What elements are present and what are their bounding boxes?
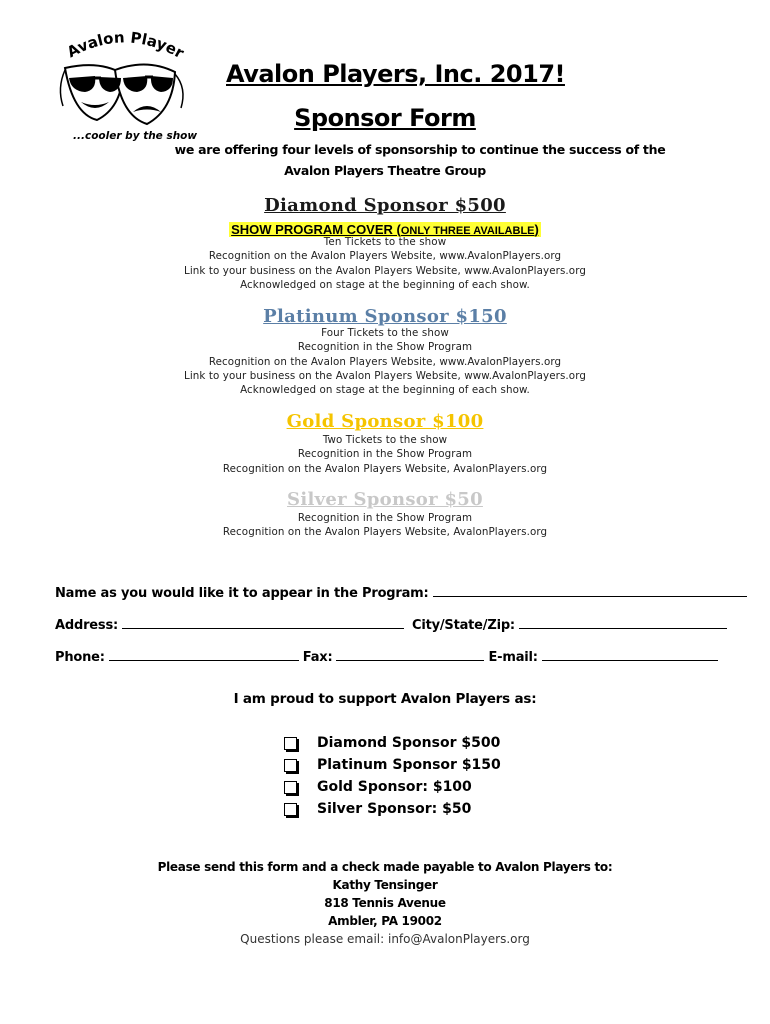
checklist-item-silver[interactable]	[284, 798, 501, 820]
contact-field-row	[55, 648, 722, 665]
highlight-main: SHOW PROGRAM COVER (	[231, 222, 401, 237]
checklist-item-gold[interactable]	[284, 776, 501, 798]
phone-input-line[interactable]	[109, 648, 299, 661]
checkbox-icon[interactable]	[284, 803, 297, 816]
checkbox-icon[interactable]	[284, 737, 297, 750]
mailing-line-4: Ambler, PA 19002	[328, 914, 442, 928]
name-field-row	[55, 584, 751, 601]
logo-name: Avalon Player	[63, 28, 187, 63]
benefit-line: Recognition in the Show Program	[297, 512, 473, 524]
page-title: Avalon Players, Inc. 2017!	[226, 60, 565, 88]
checklist-label: Diamond Sponsor $500	[317, 735, 501, 751]
fax-label: Fax:	[302, 650, 333, 665]
fax-input-line[interactable]	[336, 648, 484, 661]
tier-benefits-diamond	[0, 235, 770, 292]
benefit-line: Recognition in the Show Program	[297, 341, 473, 354]
tier-heading-silver: Silver Sponsor $50	[287, 489, 483, 510]
benefit-line: Acknowledged on stage at the beginning of each show.	[240, 384, 530, 397]
tier-heading-diamond: Diamond Sponsor $500	[264, 195, 506, 216]
benefit-line: Recognition in the Show Program	[297, 448, 473, 461]
intro-line-2: Avalon Players Theatre Group	[284, 163, 486, 178]
name-input-line[interactable]	[433, 584, 747, 597]
name-label: Name as you would like it to appear in the Program:	[55, 586, 429, 601]
benefit-line: Recognition on the Avalon Players Website, AvalonPlayers.org	[222, 462, 548, 475]
sponsor-checklist	[284, 732, 501, 820]
address-label: Address:	[55, 618, 118, 633]
city-input-line[interactable]	[519, 616, 727, 629]
phone-label: Phone:	[55, 650, 105, 665]
checklist-label: Platinum Sponsor $150	[317, 757, 501, 773]
checklist-item-diamond[interactable]	[284, 732, 501, 754]
question-line: Questions please email: info@AvalonPlayers.org	[240, 932, 530, 946]
benefit-line: Recognition on the Avalon Players Website, www.AvalonPlayers.org	[208, 250, 562, 263]
tier-benefits-gold	[0, 433, 770, 476]
checklist-label: Gold Sponsor: $100	[317, 779, 472, 795]
tier-benefits-platinum	[0, 326, 770, 397]
benefit-line: Four Tickets to the show	[321, 327, 449, 339]
email-label: E-mail:	[488, 650, 538, 665]
highlight-end: )	[534, 222, 539, 237]
logo-tagline: ...cooler by the show	[73, 130, 198, 142]
checkbox-icon[interactable]	[284, 759, 297, 772]
mailing-line-3: 818 Tennis Avenue	[324, 896, 446, 910]
mailing-line-2: Kathy Tensinger	[332, 878, 438, 892]
address-field-row	[55, 616, 731, 633]
benefit-line: Ten Tickets to the show	[323, 236, 447, 248]
email-input-line[interactable]	[542, 648, 718, 661]
svg-text:Avalon Players	[55, 28, 187, 62]
checklist-label: Silver Sponsor: $50	[317, 801, 472, 817]
benefit-line: Acknowledged on stage at the beginning of each show.	[240, 278, 530, 291]
city-label: City/State/Zip:	[411, 618, 515, 633]
page-subtitle: Sponsor Form	[294, 104, 476, 132]
support-heading: I am proud to support Avalon Players as:	[233, 691, 537, 707]
tier-heading-gold: Gold Sponsor $100	[286, 411, 484, 432]
tier-benefits-silver	[0, 511, 770, 540]
highlight-small: ONLY THREE AVAILABLE	[400, 225, 535, 237]
address-input-line[interactable]	[122, 616, 404, 629]
benefit-line: Link to your business on the Avalon Players Website, www.AvalonPlayers.org	[184, 369, 586, 382]
mailing-line-1: Please send this form and a check made payable to Avalon Players to:	[157, 860, 613, 874]
benefit-line: Recognition on the Avalon Players Website, AvalonPlayers.org	[222, 526, 548, 539]
benefit-line: Recognition on the Avalon Players Website, www.AvalonPlayers.org	[208, 355, 562, 368]
benefit-line: Link to your business on the Avalon Players Website, www.AvalonPlayers.org	[184, 264, 586, 277]
intro-line-1: we are offering four levels of sponsorship to continue the success of the	[174, 142, 666, 157]
checkbox-icon[interactable]	[284, 781, 297, 794]
checklist-item-platinum[interactable]	[284, 754, 501, 776]
benefit-line: Two Tickets to the show	[322, 434, 448, 446]
mailing-instructions	[0, 858, 770, 946]
tier-heading-platinum: Platinum Sponsor $150	[263, 306, 507, 327]
